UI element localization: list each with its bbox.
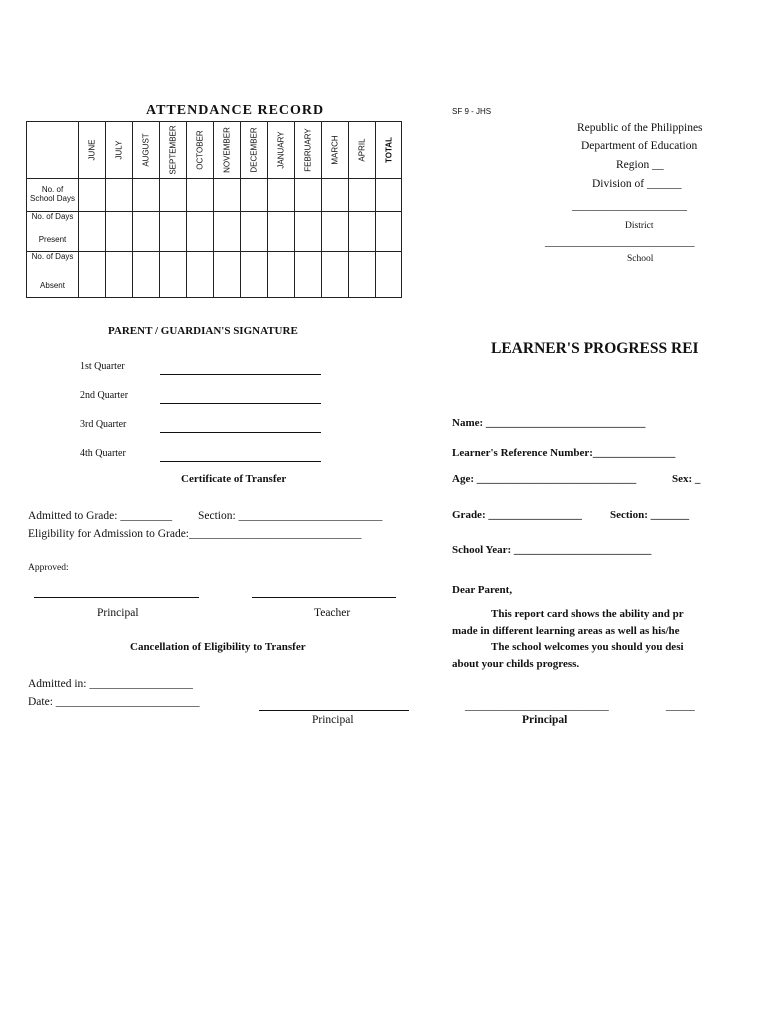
table-cell[interactable] (160, 179, 187, 212)
header-division: Division of ______ (592, 178, 682, 190)
cancellation-title: Cancellation of Eligibility to Transfer (130, 641, 306, 653)
table-cell[interactable] (79, 179, 106, 212)
table-cell[interactable] (106, 252, 133, 298)
admitted-to-grade-row: Admitted to Grade: _________ (28, 510, 173, 522)
table-cell[interactable] (214, 179, 241, 212)
form-code: SF 9 - JHS (452, 107, 492, 116)
month-header-february: FEBRUARY (295, 122, 322, 179)
table-cell[interactable] (268, 252, 295, 298)
table-corner-cell (27, 122, 79, 179)
table-cell[interactable] (106, 179, 133, 212)
paragraph-line-3: The school welcomes you should you desi (491, 641, 684, 653)
quarter-label-4: 4th Quarter (80, 448, 126, 459)
month-header-march: MARCH (322, 122, 349, 179)
table-cell[interactable] (241, 179, 268, 212)
principal-signature-line[interactable] (34, 597, 199, 598)
table-cell[interactable] (160, 252, 187, 298)
certificate-section-row: Section: _________________________ (198, 510, 383, 522)
report-section-blank[interactable]: _______ (650, 509, 690, 521)
district-blank[interactable]: ____________________ (572, 200, 687, 212)
report-section-row: Section: _______ (610, 509, 690, 521)
certificate-title: Certificate of Transfer (181, 473, 287, 485)
table-row (27, 179, 402, 212)
table-cell[interactable] (349, 212, 376, 252)
table-cell[interactable] (349, 252, 376, 298)
total-header: TOTAL (376, 122, 402, 179)
report-teacher-signature-blank[interactable]: _____ (666, 700, 695, 712)
month-header-august: AUGUST (133, 122, 160, 179)
lrn-row: Learner's Reference Number:_______________ (452, 447, 676, 459)
table-cell[interactable] (241, 252, 268, 298)
greeting: Dear Parent, (452, 584, 513, 596)
table-cell[interactable] (133, 179, 160, 212)
quarter-label-1: 1st Quarter (80, 361, 125, 372)
signature-line-q2[interactable] (160, 403, 321, 404)
certificate-principal-label: Principal (97, 607, 139, 619)
table-cell[interactable] (322, 179, 349, 212)
date-blank[interactable]: _________________________ (55, 696, 200, 708)
table-cell[interactable] (106, 212, 133, 252)
school-blank[interactable]: __________________________ (545, 236, 695, 248)
cancellation-principal-line[interactable] (259, 710, 409, 711)
row-label-days-absent: No. of Days Absent (27, 252, 79, 298)
table-cell[interactable] (187, 252, 214, 298)
school-label: School (627, 254, 654, 264)
table-cell[interactable] (295, 179, 322, 212)
table-cell[interactable] (349, 179, 376, 212)
table-cell[interactable] (133, 252, 160, 298)
month-header-june: JUNE (79, 122, 106, 179)
parent-signature-title: PARENT / GUARDIAN'S SIGNATURE (108, 325, 298, 337)
table-cell[interactable] (79, 252, 106, 298)
lrn-blank[interactable]: _______________ (592, 447, 676, 459)
eligibility-row: Eligibility for Admission to Grade:______________________________ (28, 528, 362, 540)
signature-line-q4[interactable] (160, 461, 321, 462)
table-cell[interactable] (214, 212, 241, 252)
school-year-blank[interactable]: _________________________ (513, 544, 652, 556)
table-cell[interactable] (214, 252, 241, 298)
age-blank[interactable]: _____________________________ (476, 473, 637, 485)
attendance-table (26, 121, 402, 298)
month-header-october: OCTOBER (187, 122, 214, 179)
grade-row: Grade: _________________ (452, 509, 582, 521)
month-header-december: DECEMBER (241, 122, 268, 179)
month-header-november: NOVEMBER (214, 122, 241, 179)
cancellation-principal-label: Principal (312, 714, 354, 726)
month-header-july: JULY (106, 122, 133, 179)
age-row: Age: _____________________________ (452, 473, 637, 485)
paragraph-line-4: about your childs progress. (452, 658, 580, 670)
row-label-school-days: No. of School Days (27, 179, 79, 212)
paragraph-line-2: made in different learning areas as well as his/he (452, 625, 680, 637)
table-row (27, 212, 402, 252)
row-label-days-present: No. of Days Present (27, 212, 79, 252)
header-department: Department of Education (581, 140, 698, 152)
certificate-teacher-label: Teacher (314, 607, 351, 619)
signature-line-q3[interactable] (160, 432, 321, 433)
date-row: Date: _________________________ (28, 696, 200, 708)
table-cell[interactable] (79, 212, 106, 252)
school-year-row: School Year: _________________________ (452, 544, 652, 556)
header-region: Region __ (616, 159, 664, 171)
month-header-january: JANUARY (268, 122, 295, 179)
report-principal-label: Principal (522, 714, 568, 726)
quarter-label-3: 3rd Quarter (80, 419, 127, 430)
table-cell[interactable] (376, 212, 402, 252)
admitted-in-blank[interactable]: __________________ (89, 678, 193, 690)
table-cell[interactable] (322, 212, 349, 252)
attendance-title: ATTENDANCE RECORD (146, 103, 325, 118)
table-cell[interactable] (187, 179, 214, 212)
table-cell[interactable] (322, 252, 349, 298)
table-cell[interactable] (268, 212, 295, 252)
table-cell[interactable] (268, 179, 295, 212)
sex-blank[interactable]: _ (694, 473, 701, 485)
admitted-in-row: Admitted in: __________________ (28, 678, 193, 690)
sex-row: Sex: _ (672, 473, 701, 485)
report-title: LEARNER'S PROGRESS REI (491, 340, 699, 357)
name-blank[interactable]: _____________________________ (485, 417, 646, 429)
table-cell[interactable] (187, 212, 214, 252)
table-cell[interactable] (295, 252, 322, 298)
table-row (27, 252, 402, 298)
certificate-section-blank[interactable]: _________________________ (238, 510, 383, 522)
table-cell[interactable] (160, 212, 187, 252)
month-header-april: APRIL (349, 122, 376, 179)
name-row: Name: _____________________________ (452, 417, 646, 429)
paragraph-line-1: This report card shows the ability and pr (491, 608, 684, 620)
district-label: District (625, 221, 654, 231)
table-cell[interactable] (133, 212, 160, 252)
quarter-label-2: 2nd Quarter (80, 390, 129, 401)
admitted-grade-blank[interactable]: _________ (120, 510, 173, 522)
table-cell[interactable] (376, 252, 402, 298)
table-cell[interactable] (241, 212, 268, 252)
table-cell[interactable] (295, 212, 322, 252)
teacher-signature-line[interactable] (252, 597, 396, 598)
header-republic: Republic of the Philippines (577, 122, 703, 134)
month-header-september: SEPTEMBER (160, 122, 187, 179)
eligibility-blank[interactable]: ______________________________ (189, 528, 362, 540)
report-principal-signature-blank[interactable]: _________________________ (465, 700, 609, 712)
grade-blank[interactable]: _________________ (488, 509, 582, 521)
table-cell[interactable] (376, 179, 402, 212)
approved-label: Approved: (28, 563, 69, 573)
signature-line-q1[interactable] (160, 374, 321, 375)
